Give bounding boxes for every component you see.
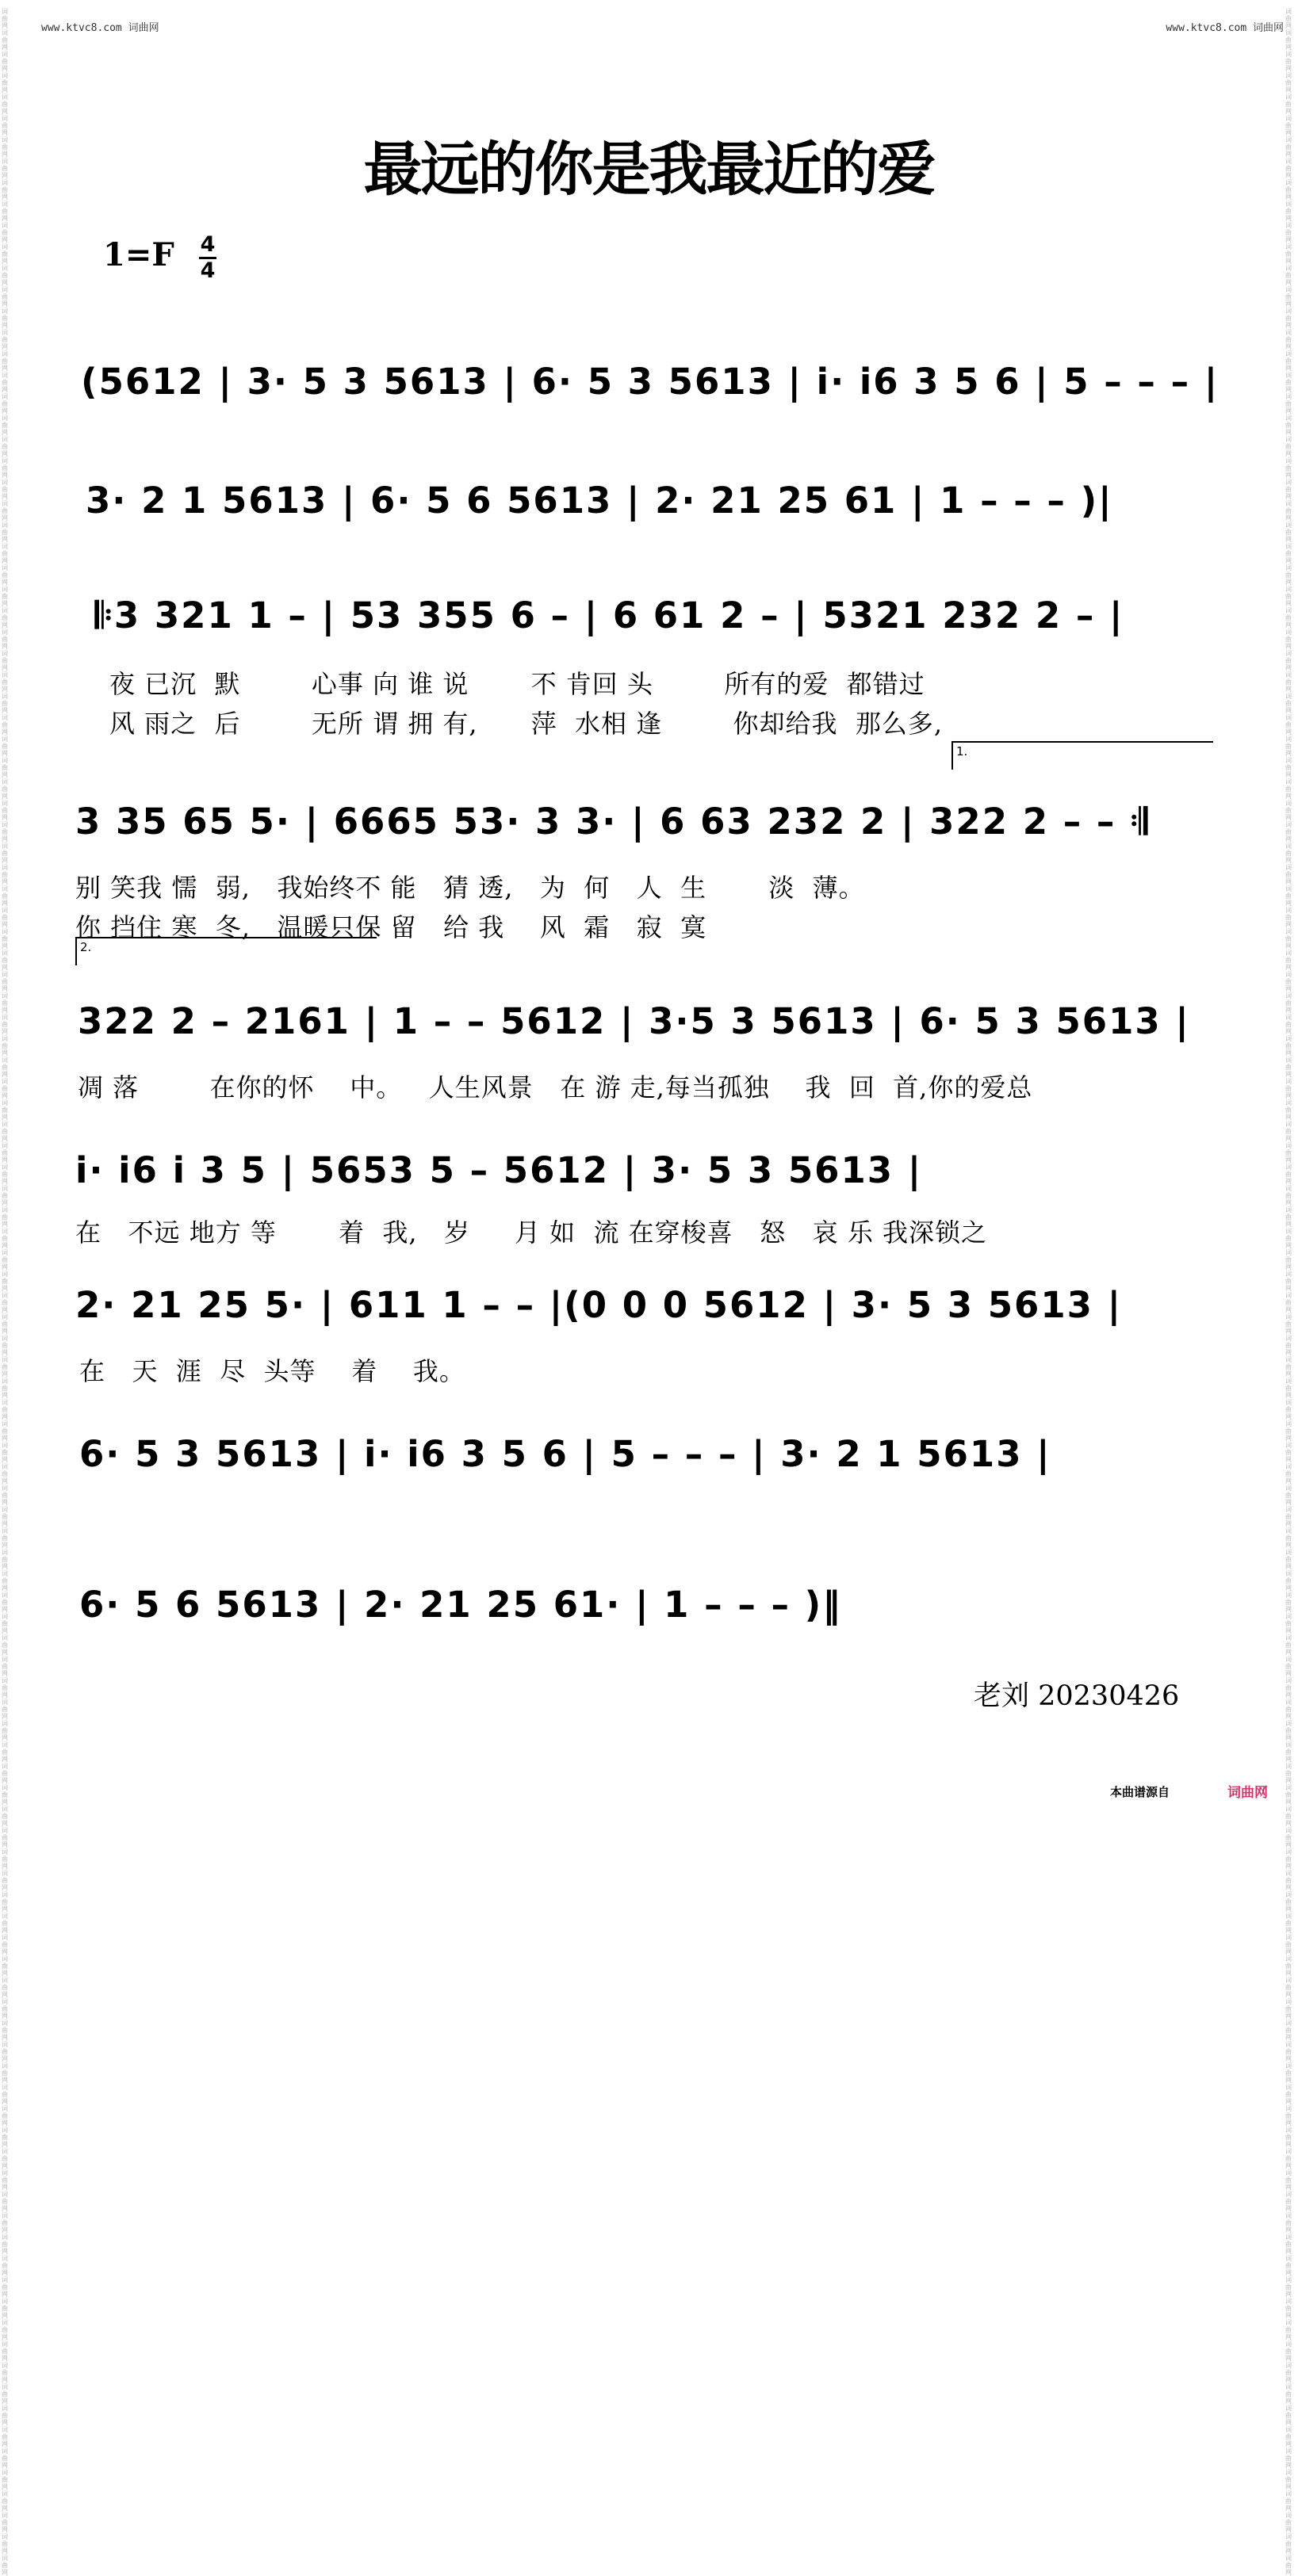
notation-row: 3· 2 1 5613 | 6· 5 6 5613 | 2· 21 25 61 | 1 – – – )| bbox=[86, 480, 1113, 522]
volta-1-bracket bbox=[951, 741, 1213, 770]
lyric-verse-1: 凋 落 在你的怀 中。 人生风景 在 游 走,每当孤独 我 回 首,你的爱总 bbox=[78, 1072, 1033, 1103]
lyric-verse-2: 你 挡住 寒 冬, 温暖只保 留 给 我 风 霜 寂 寞 bbox=[75, 912, 707, 942]
side-watermark-left: 词曲网 词曲网 词曲网 词曲网 词曲网 词曲网 词曲网 词曲网 词曲网 词曲网 词曲网 词曲网 词曲网 词曲网 词曲网 词曲网 词曲网 词曲网 词曲网 词曲网 词曲网 词曲网 词曲网 词曲网 词曲网 词曲网 词曲网 词曲网 词曲网 词曲网 词曲网 词曲网 词曲网 词曲网 词曲网 词曲网 词曲网 词曲网 词曲网 词曲网 词曲网 词曲网 词曲网 词曲网 词曲网 词曲网 词曲网 词曲网 词曲网 词曲网 词曲网 词曲网 词曲网 词曲网 词曲网 词曲网 词曲网 词曲网 词曲网 词曲网 词曲网 词曲网 词曲网 词曲网 词曲网 词曲网 词曲网 词曲网 词曲网 词曲网 词曲网 词曲网 词曲网 词曲网 词曲网 词曲网 词曲网 词曲网 词曲网 词曲网 词曲网 词曲网 词曲网 词曲网 词曲网 词曲网 词曲网 词曲网 词曲网 词曲网 词曲网 词曲网 词曲网 词曲网 词曲网 词曲网 词曲网 词曲网 词曲网 词曲网 词曲网 词曲网 词曲网 词曲网 词曲网 词曲网 词曲网 词曲网 词曲网 词曲网 词曲网 词曲网 词曲网 词曲网 词曲网 词曲网 词曲网 词曲网 词曲网 词曲网 bbox=[2, 8, 8, 2576]
notation-row: 6· 5 6 5613 | 2· 21 25 61· | 1 – – – )‖ bbox=[79, 1584, 842, 1626]
site-logo: 词曲网 bbox=[1227, 1785, 1268, 1801]
lyric-verse-1: 别 笑我 懦 弱, 我始终不 能 猜 透, 为 何 人 生 淡 薄。 bbox=[75, 873, 865, 903]
lyric-verse-1: 夜 已沉 默 心事 向 谁 说 不 肯回 头 所有的爱 都错过 bbox=[109, 669, 925, 699]
lyric-verse-1: 在 天 涯 尽 头等 着 我。 bbox=[79, 1356, 465, 1386]
volta-2-bracket bbox=[75, 937, 377, 965]
notation-row: 3 35 65 5· | 6665 53· 3 3· | 6 63 232 2 | 322 2 – – 𝄇 bbox=[75, 801, 1149, 843]
notation-row: (5612 | 3· 5 3 5613 | 6· 5 3 5613 | i· i6 3 5 6 | 5 – – – | bbox=[81, 361, 1220, 403]
notation-row: 322 2 – 2161 | 1 – – 5612 | 3·5 3 5613 | 6· 5 3 5613 | bbox=[78, 1000, 1190, 1042]
side-watermark-right: 词曲网 词曲网 词曲网 词曲网 词曲网 词曲网 词曲网 词曲网 词曲网 词曲网 词曲网 词曲网 词曲网 词曲网 词曲网 词曲网 词曲网 词曲网 词曲网 词曲网 词曲网 词曲网 词曲网 词曲网 词曲网 词曲网 词曲网 词曲网 词曲网 词曲网 词曲网 词曲网 词曲网 词曲网 词曲网 词曲网 词曲网 词曲网 词曲网 词曲网 词曲网 词曲网 词曲网 词曲网 词曲网 词曲网 词曲网 词曲网 词曲网 词曲网 词曲网 词曲网 词曲网 词曲网 词曲网 词曲网 词曲网 词曲网 词曲网 词曲网 词曲网 词曲网 词曲网 词曲网 词曲网 词曲网 词曲网 词曲网 词曲网 词曲网 词曲网 词曲网 词曲网 词曲网 词曲网 词曲网 词曲网 词曲网 词曲网 词曲网 词曲网 词曲网 词曲网 词曲网 词曲网 词曲网 词曲网 词曲网 词曲网 词曲网 词曲网 词曲网 词曲网 词曲网 词曲网 词曲网 词曲网 词曲网 词曲网 词曲网 词曲网 词曲网 词曲网 词曲网 词曲网 词曲网 词曲网 词曲网 词曲网 词曲网 词曲网 词曲网 词曲网 词曲网 词曲网 词曲网 词曲网 词曲网 词曲网 词曲网 bbox=[1285, 8, 1292, 2576]
watermark-top-left: www.ktvc8.com 词曲网 bbox=[41, 22, 159, 34]
key-signature: 1=F bbox=[103, 236, 174, 273]
time-signature bbox=[197, 233, 219, 283]
volta-2-label: 2. bbox=[80, 940, 92, 954]
arranger-credit: 老刘 20230426 bbox=[974, 1680, 1180, 1712]
volta-1-label: 1. bbox=[956, 744, 968, 759]
time-signature-top: 4 bbox=[200, 232, 216, 257]
watermark-top-right: www.ktvc8.com 词曲网 bbox=[1166, 22, 1284, 34]
lyric-verse-2: 风 雨之 后 无所 谓 拥 有, 萍 水相 逢 你却给我 那么多, bbox=[109, 709, 944, 739]
notation-row: 6· 5 3 5613 | i· i6 3 5 6 | 5 – – – | 3· 2 1 5613 | bbox=[79, 1433, 1051, 1475]
source-label: 本曲谱源自 bbox=[1110, 1785, 1170, 1799]
notation-row: i· i6 i 3 5 | 5653 5 – 5612 | 3· 5 3 5613 | bbox=[75, 1149, 923, 1191]
time-signature-bottom: 4 bbox=[200, 258, 216, 283]
notation-row: 2· 21 25 5· | 611 1 – – |(0 0 0 5612 | 3· 5 3 5613 | bbox=[75, 1284, 1123, 1326]
lyric-verse-1: 在 不远 地方 等 着 我, 岁 月 如 流 在穿梭喜 怒 哀 乐 我深锁之 bbox=[75, 1217, 988, 1248]
notation-row: 𝄆3 321 1 – | 53 355 6 – | 6 61 2 – | 5321 232 2 – | bbox=[95, 594, 1124, 636]
song-title: 最远的你是我最近的爱 bbox=[363, 136, 935, 204]
